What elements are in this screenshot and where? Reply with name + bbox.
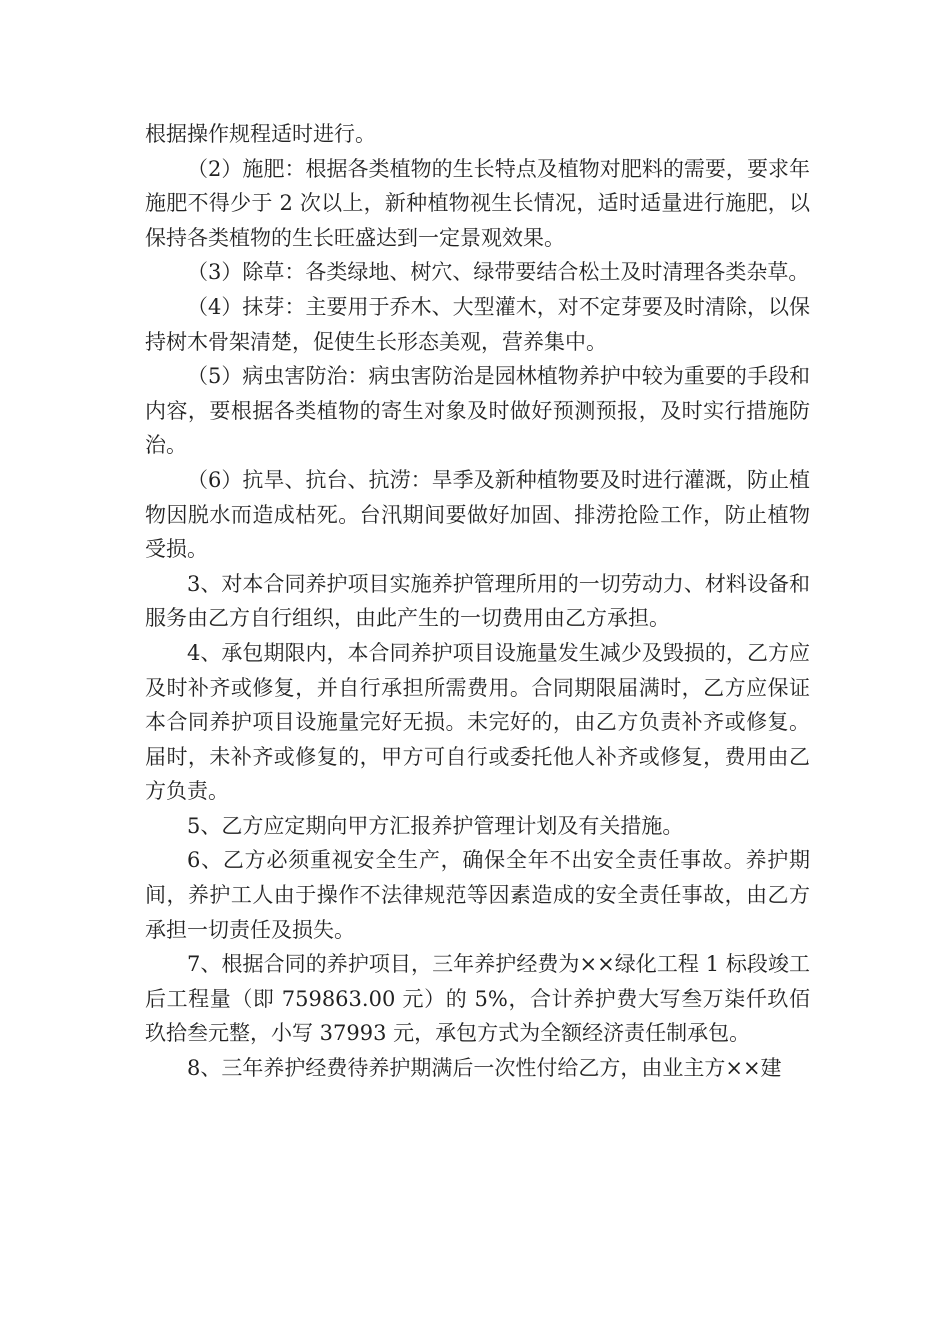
document-body <box>145 117 810 1086</box>
paragraph-pest-control: （5）病虫害防治：病虫害防治是园林植物养护中较为重要的手段和内容，要根据各类植物的寄生对象及时做好预测预报，及时实行措施防治。 <box>145 364 810 458</box>
paragraph-clause-3: 3、对本合同养护项目实施养护管理所用的一切劳动力、材料设备和服务由乙方自行组织，由此产生的一切费用由乙方承担。 <box>145 571 810 631</box>
paragraph-drought-typhoon-flood: （6）抗旱、抗台、抗涝：旱季及新种植物要及时进行灌溉，防止植物因脱水而造成枯死。台汛期间要做好加固、排涝抢险工作，防止植物受损。 <box>145 467 810 562</box>
paragraph-continuation: 根据操作规程适时进行。 <box>145 122 376 146</box>
paragraph-clause-7: 7、根据合同的养护项目，三年养护经费为××绿化工程 1 标段竣工后工程量（即 759863.00 元）的 5%，合计养护费大写叁万柒仟玖佰玖拾叁元整，小写 37993 元，承包方式为全额经济责任制承包。 <box>145 952 810 1046</box>
paragraph-clause-6: 6、乙方必须重视安全生产，确保全年不出安全责任事故。养护期间，养护工人由于操作不法律规范等因素造成的安全责任事故，由乙方承担一切责任及损失。 <box>145 848 810 942</box>
paragraph-weeding: （3）除草：各类绿地、树穴、绿带要结合松土及时清理各类杂草。 <box>187 260 810 285</box>
paragraph-clause-8: 8、三年养护经费待养护期满后一次性付给乙方，由业主方××建 <box>187 1056 782 1081</box>
paragraph-fertilizing: （2）施肥：根据各类植物的生长特点及植物对肥料的需要，要求年施肥不得少于 2 次以上，新种植物视生长情况，适时适量进行施肥，以保持各类植物的生长旺盛达到一定景观效果。 <box>145 156 810 250</box>
paragraph-clause-4: 4、承包期限内，本合同养护项目设施量发生减少及毁损的，乙方应及时补齐或修复，并自行承担所需费用。合同期限届满时，乙方应保证本合同养护项目设施量完好无损。未完好的，由乙方负责补齐或修复。届时，未补齐或修复的，甲方可自行或委托他人补齐或修复，费用由乙方负责。 <box>145 640 810 804</box>
paragraph-clause-5: 5、乙方应定期向甲方汇报养护管理计划及有关措施。 <box>187 813 684 838</box>
paragraph-bud-removal: （4）抹芽：主要用于乔木、大型灌木，对不定芽要及时清除，以保持树木骨架清楚，促使生长形态美观，营养集中。 <box>145 294 810 354</box>
